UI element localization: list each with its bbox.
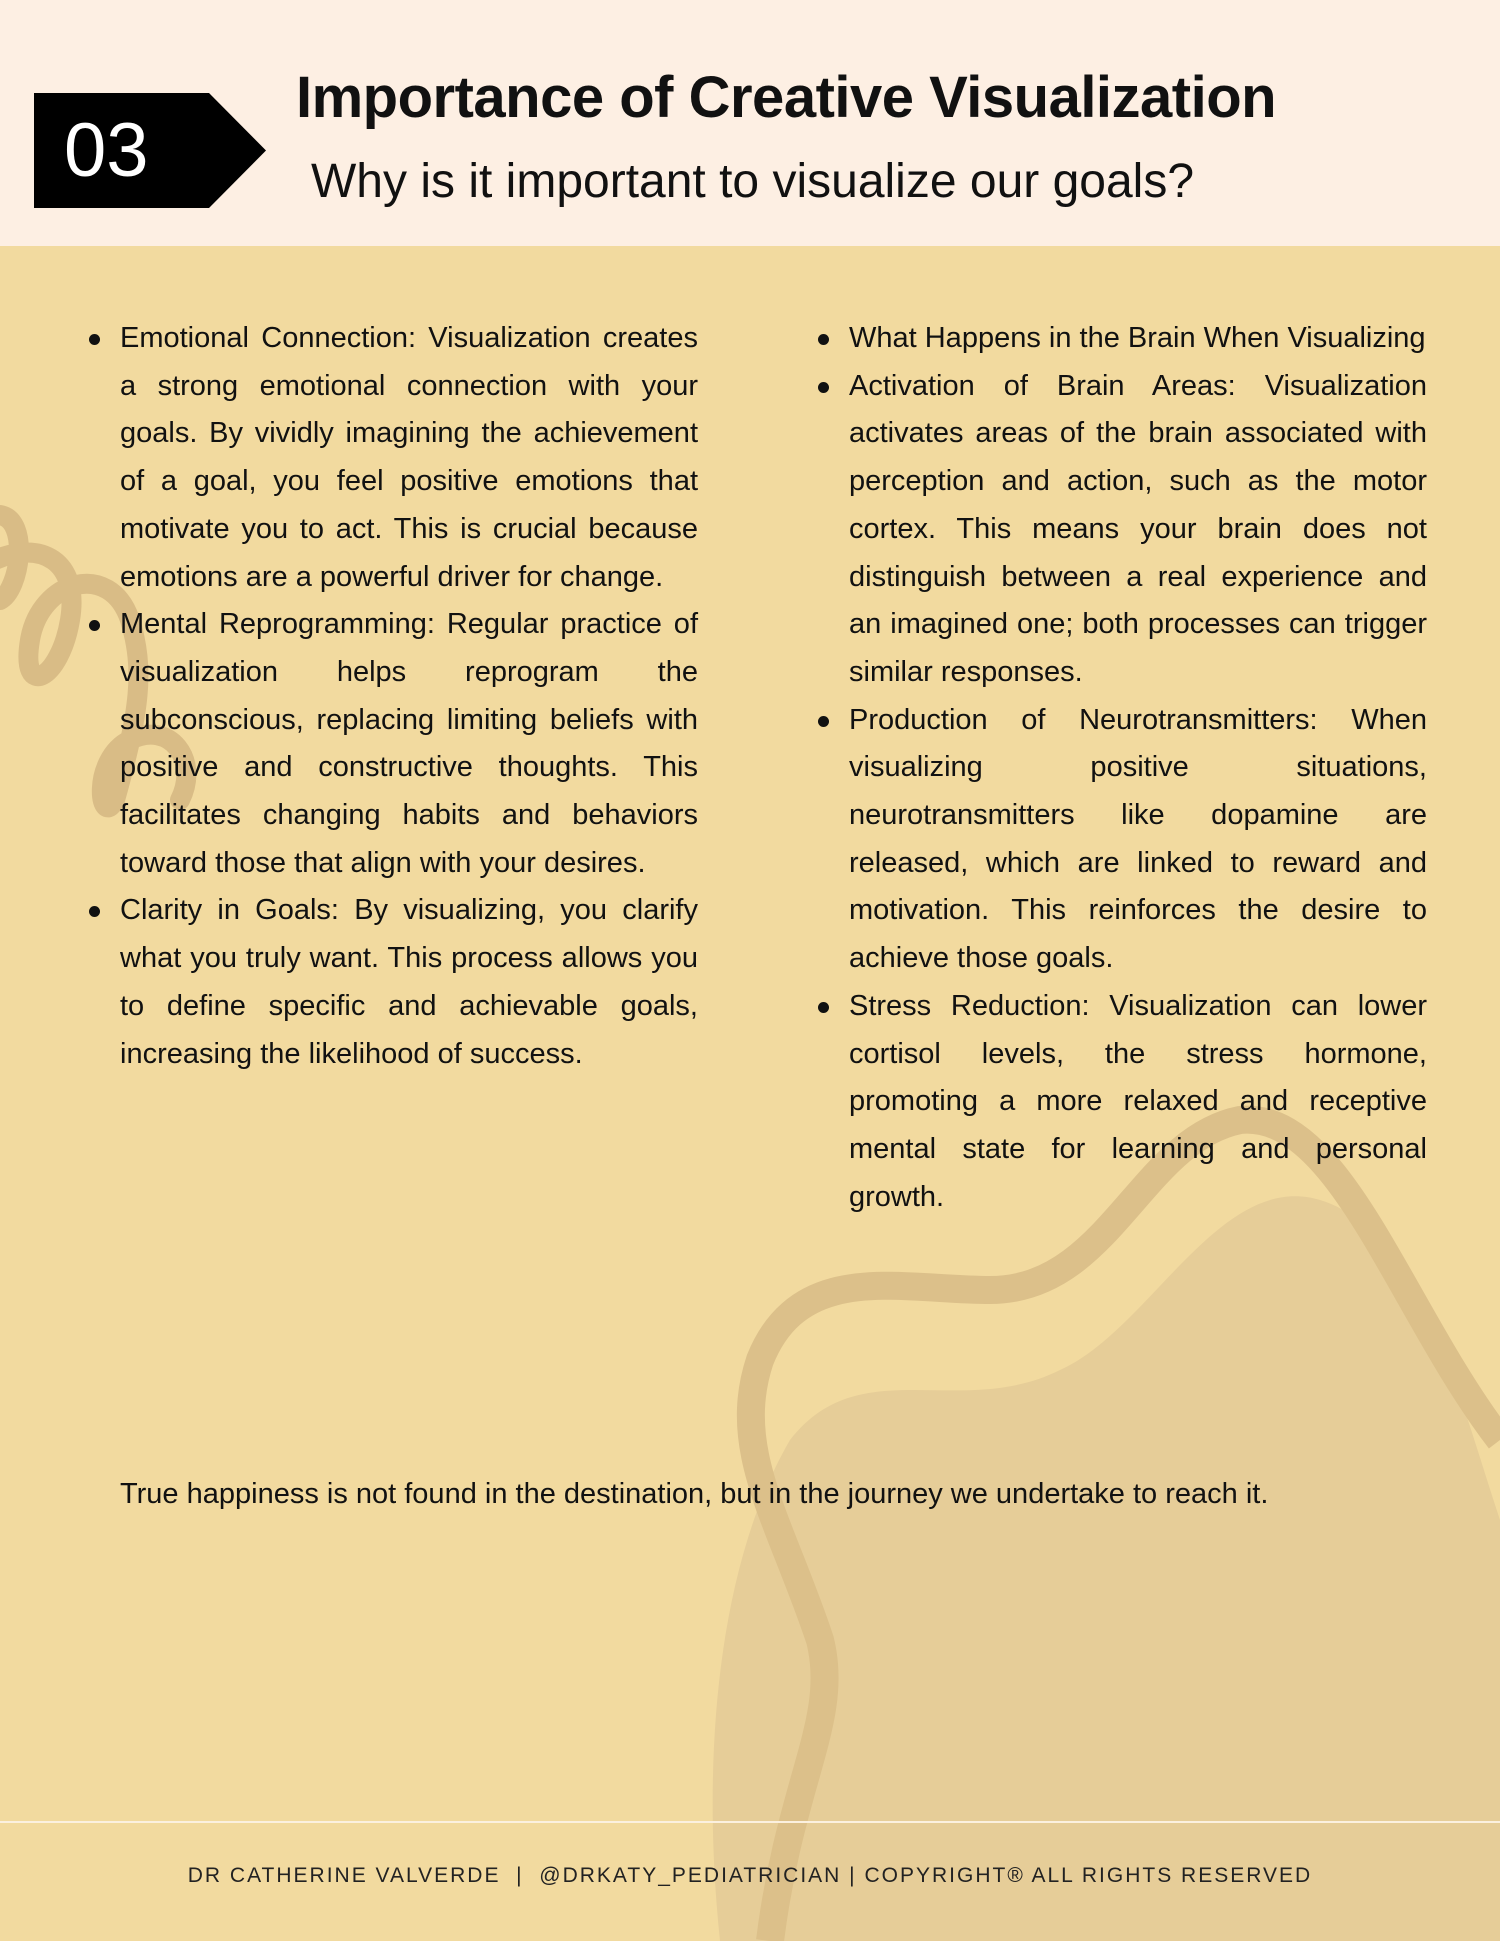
list-item: Emotional Connection: Visualization creates a strong emotional connection with your goals. By vividly imagining the achievement of a goal, you feel positive emotions that motivate you to act. This is crucial because emotions are a powerful driver for change. — [120, 315, 698, 601]
footer-divider — [0, 1821, 1500, 1823]
section-number: 03 — [64, 108, 149, 193]
list-item: Stress Reduction: Visualization can lower cortisol levels, the stress hormone, promoting a more relaxed and receptive mental state for learning and personal growth. — [849, 983, 1427, 1222]
list-item: Mental Reprogramming: Regular practice of visualization helps reprogram the subconscious, replacing limiting beliefs with positive and constructive thoughts. This facilitates changing habits and behaviors toward those that align with your desires. — [120, 601, 698, 887]
list-item: Production of Neurotransmitters: When visualizing positive situations, neurotransmitters like dopamine are released, which are linked to reward and motivation. This reinforces the desire to achieve those goals. — [849, 697, 1427, 983]
page-title: Importance of Creative Visualization — [296, 65, 1277, 130]
footer-text: DR CATHERINE VALVERDE | @DRKATY_PEDIATRICIAN | COPYRIGHT® ALL RIGHTS RESERVED — [187, 1864, 1313, 1887]
list-item: What Happens in the Brain When Visualizing — [849, 315, 1427, 363]
quote: True happiness is not found in the destination, but in the journey we undertake to reach it. — [120, 1478, 1269, 1510]
list-item: Clarity in Goals: By visualizing, you clarify what you truly want. This process allows you to define specific and achievable goals, increasing the likelihood of success. — [120, 887, 698, 1078]
right-column — [849, 315, 1427, 1221]
left-column — [120, 315, 698, 1078]
header-band — [0, 0, 1500, 246]
section-badge — [34, 93, 266, 208]
list-item: Activation of Brain Areas: Visualization activates areas of the brain associated with perception and action, such as the motor cortex. This means your brain does not distinguish between a real experience and an imagined one; both processes can trigger similar responses. — [849, 363, 1427, 697]
background-blob — [713, 1196, 1500, 1941]
page-subtitle: Why is it important to visualize our goals? — [311, 155, 1195, 208]
